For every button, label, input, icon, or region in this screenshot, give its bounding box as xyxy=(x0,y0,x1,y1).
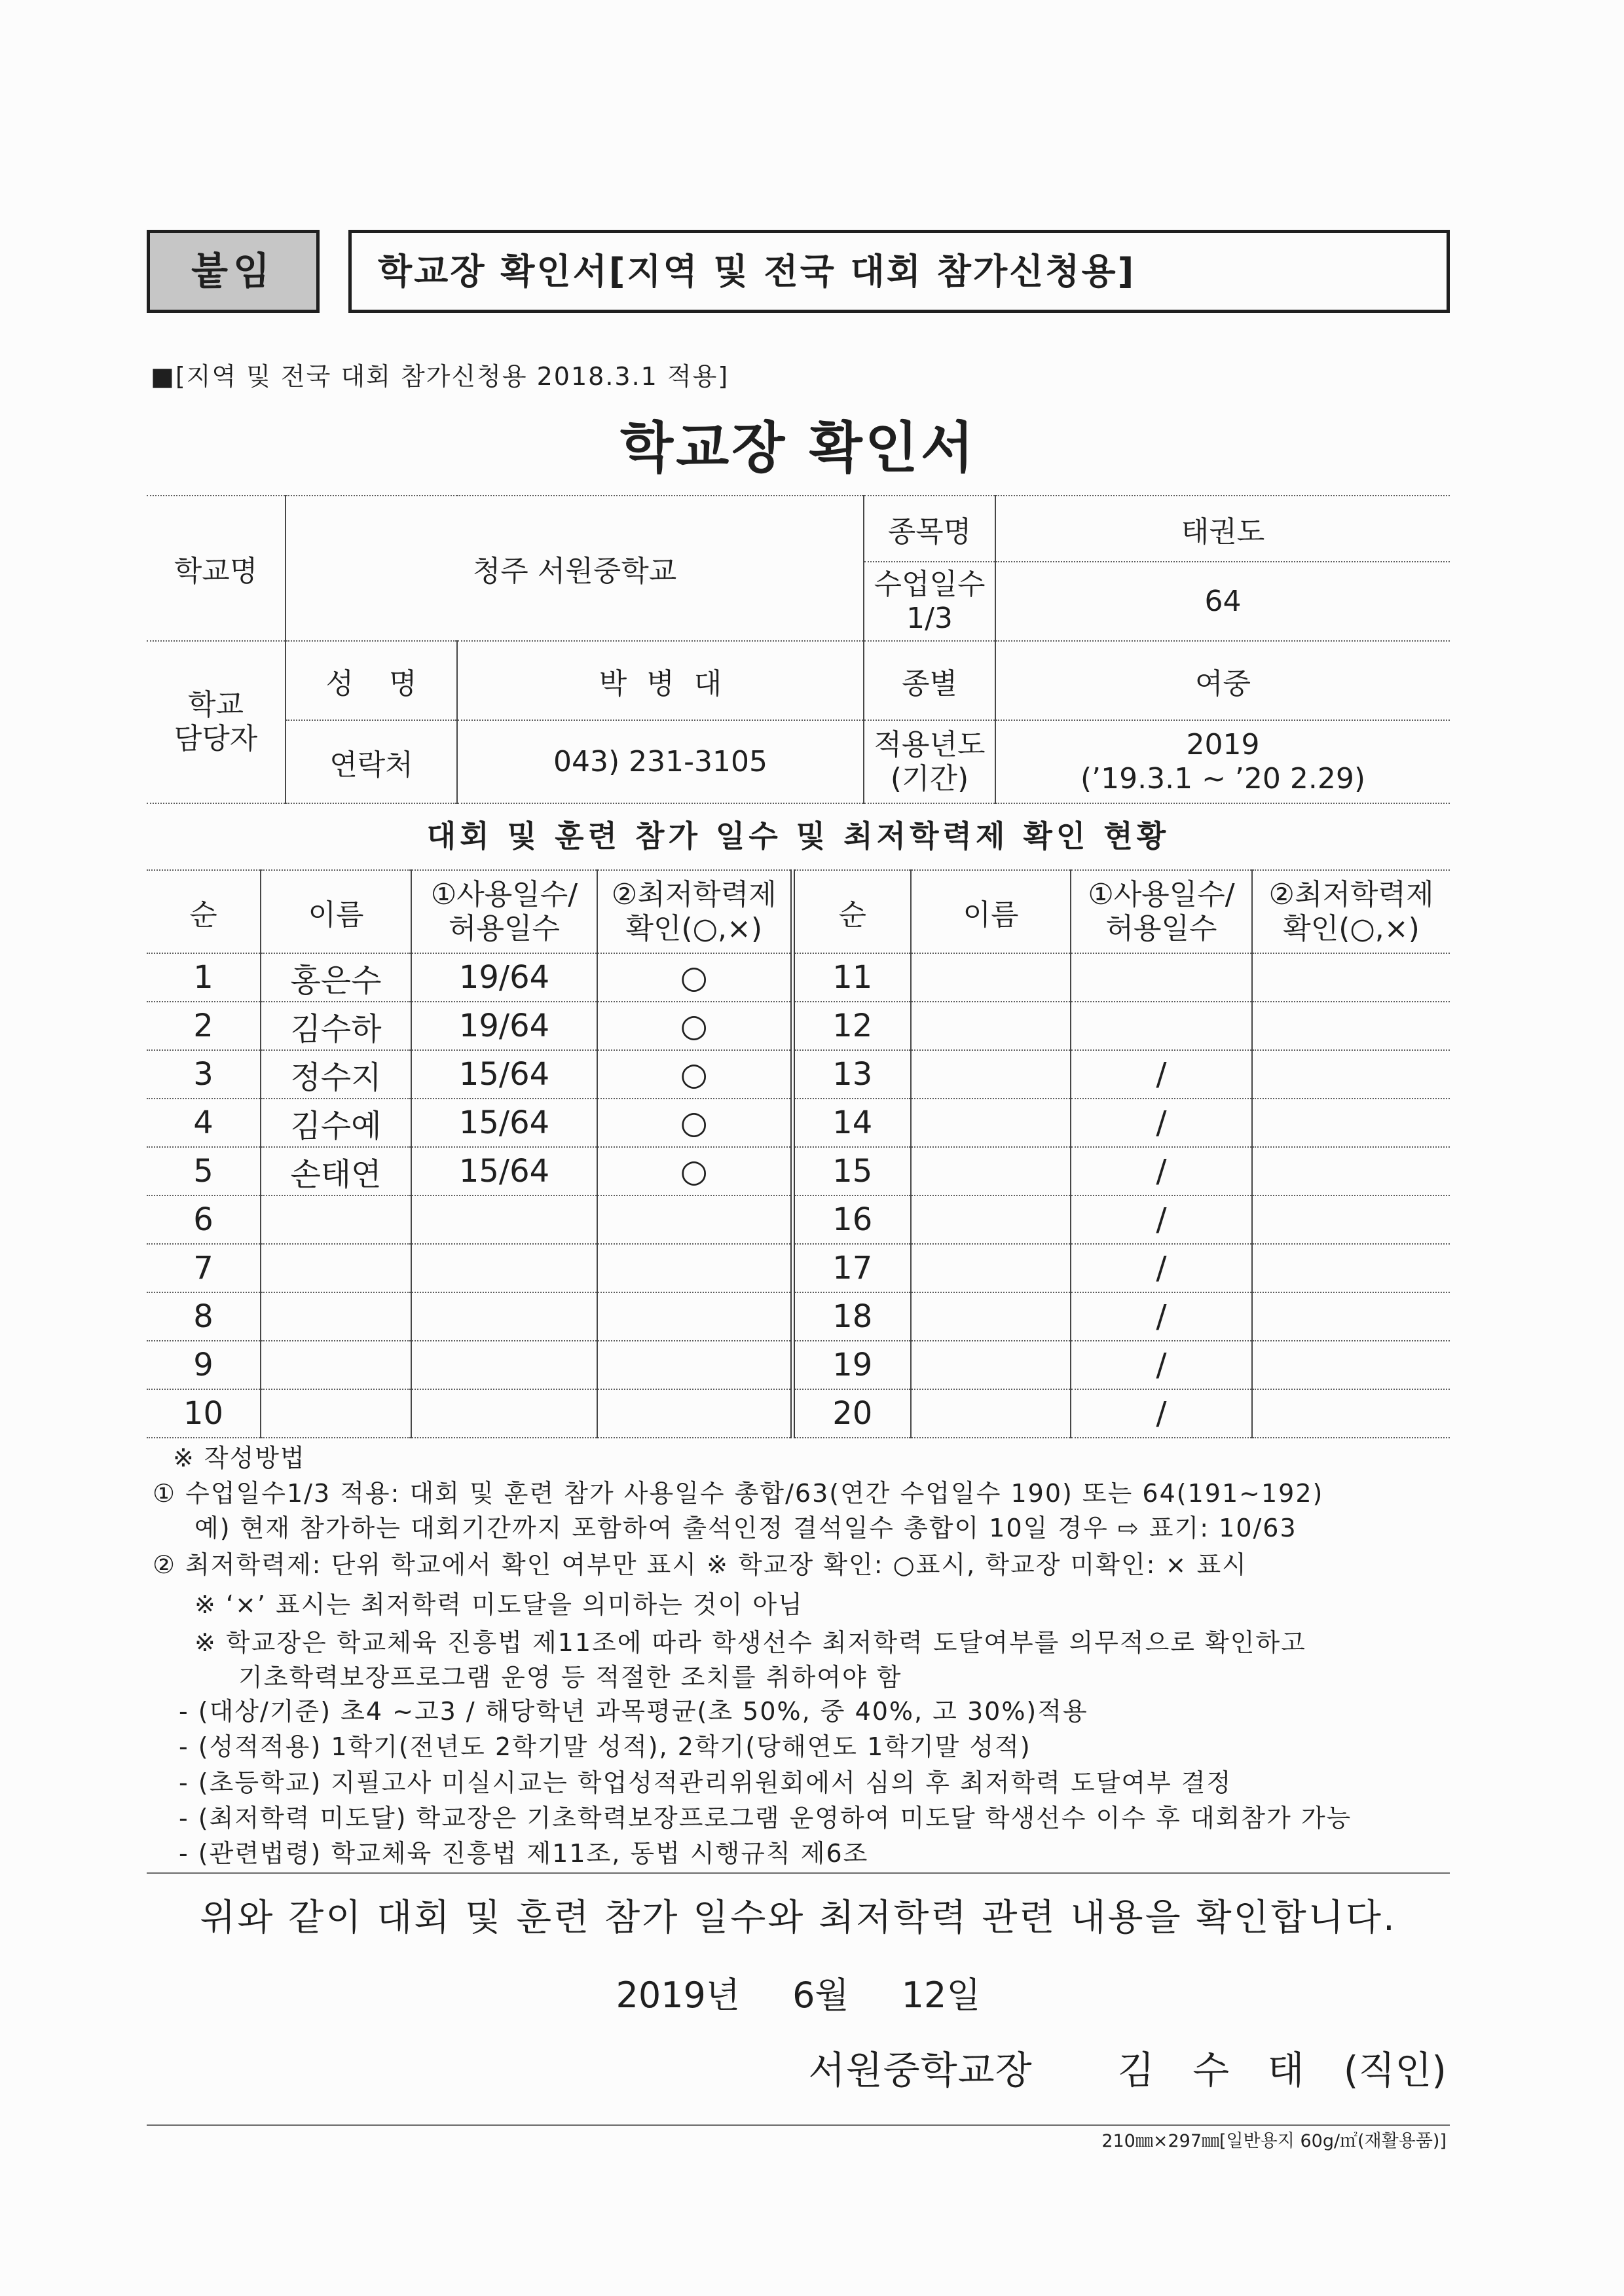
header-line: ②최저학력제 xyxy=(1268,877,1434,911)
table-row xyxy=(147,1195,1450,1244)
header-min-academic xyxy=(597,870,792,953)
manager-label-line: 학교 xyxy=(187,688,244,721)
student-name xyxy=(911,953,1071,1002)
used-days xyxy=(411,1389,597,1438)
header-line: ①사용일수/ xyxy=(1088,877,1235,911)
header-row xyxy=(147,870,1450,953)
period-label-line: (기간) xyxy=(890,761,969,795)
student-name xyxy=(911,1244,1071,1292)
min-academic-check xyxy=(1252,1147,1450,1195)
table-row xyxy=(147,1244,1450,1292)
signature-seal: (직인) xyxy=(1343,2048,1447,2092)
min-academic-check xyxy=(597,1244,792,1292)
issue-date xyxy=(147,1972,1450,2019)
table-row xyxy=(147,1341,1450,1389)
student-name: 김수예 xyxy=(261,1099,411,1147)
section-title: 대회 및 훈련 참가 일수 및 최저학력제 확인 현황 xyxy=(426,818,1170,854)
student-name xyxy=(911,1389,1071,1438)
row-number: 4 xyxy=(147,1099,261,1147)
note-item-1: ① 수업일수1/3 적용: 대회 및 훈련 참가 사용일수 총합/63(연간 수업일수 190) 또는 64(191~192) xyxy=(153,1479,1324,1508)
header-number: 순 xyxy=(792,870,911,953)
min-academic-check xyxy=(1252,1389,1450,1438)
student-name xyxy=(911,1341,1071,1389)
min-academic-check xyxy=(1252,1195,1450,1244)
row-number: 7 xyxy=(147,1244,261,1292)
min-academic-check xyxy=(1252,953,1450,1002)
used-days xyxy=(1071,953,1252,1002)
row-number: 3 xyxy=(147,1050,261,1099)
period-range: (’19.3.1 ~ ’20 2.29) xyxy=(1080,761,1366,795)
table-row xyxy=(147,1099,1450,1147)
row-number: 1 xyxy=(147,953,261,1002)
note-bullet: - (관련법령) 학교체육 진흥법 제11조, 동법 시행규칙 제6조 xyxy=(179,1839,869,1868)
class-days-label-line: 수업일수 xyxy=(874,567,986,601)
header-used-days xyxy=(1071,870,1252,953)
school-name-label: 학교명 xyxy=(147,496,286,641)
used-days: / xyxy=(1071,1147,1252,1195)
student-name: 정수지 xyxy=(261,1050,411,1099)
header-line: 확인(○,×) xyxy=(625,911,763,945)
note-bullet: - (초등학교) 지필고사 미실시교는 학업성적관리위원회에서 심의 후 최저학력 도달여부 결정 xyxy=(179,1768,1232,1797)
min-academic-check xyxy=(1252,1244,1450,1292)
period-label-line: 적용년도 xyxy=(874,727,986,761)
min-academic-check xyxy=(1252,1341,1450,1389)
form-applicability-note: ■[지역 및 전국 대회 참가신청용 2018.3.1 적용] xyxy=(151,362,729,391)
student-name xyxy=(261,1244,411,1292)
sport-value: 태권도 xyxy=(995,496,1450,562)
note-bullet: - (대상/기준) 초4 ~고3 / 해당학년 과목평균(초 50%, 중 40%, 고 30%)적용 xyxy=(179,1697,1088,1726)
used-days: / xyxy=(1071,1050,1252,1099)
header-name: 이름 xyxy=(261,870,411,953)
row-number: 13 xyxy=(792,1050,911,1099)
row-number: 20 xyxy=(792,1389,911,1438)
used-days xyxy=(411,1292,597,1341)
used-days xyxy=(1071,1002,1252,1050)
header-line: ②최저학력제 xyxy=(611,877,777,911)
used-days: / xyxy=(1071,1244,1252,1292)
table-row xyxy=(147,953,1450,1002)
manager-label xyxy=(147,641,286,803)
signature-name: 김 수 태 xyxy=(1117,2048,1304,2092)
used-days: 19/64 xyxy=(411,1002,597,1050)
min-academic-check xyxy=(1252,1050,1450,1099)
info-row xyxy=(147,641,1450,720)
min-academic-check xyxy=(597,1195,792,1244)
class-days-label xyxy=(864,562,995,641)
note-item-2-duty-line: ※ 학교장은 학교체육 진흥법 제11조에 따라 학생선수 최저학력 도달여부를 의무적으로 확인하고 xyxy=(194,1628,1306,1657)
sport-label: 종목명 xyxy=(864,496,995,562)
table-row xyxy=(147,1050,1450,1099)
min-academic-check: ○ xyxy=(597,953,792,1002)
notes-heading: ※ 작성방법 xyxy=(173,1444,306,1472)
date-day: 12일 xyxy=(901,1975,981,2016)
used-days: 19/64 xyxy=(411,953,597,1002)
student-name xyxy=(911,1099,1071,1147)
header-line: ①사용일수/ xyxy=(430,877,578,911)
date-month: 6월 xyxy=(792,1975,849,2016)
category-label: 종별 xyxy=(864,641,995,720)
used-days xyxy=(411,1195,597,1244)
used-days: / xyxy=(1071,1341,1252,1389)
student-name xyxy=(911,1050,1071,1099)
manager-name-label: 성 명 xyxy=(286,641,457,720)
min-academic-check: ○ xyxy=(597,1050,792,1099)
class-days-value: 64 xyxy=(995,562,1450,641)
contact-value: 043) 231-3105 xyxy=(457,720,864,803)
row-number: 9 xyxy=(147,1341,261,1389)
note-item-2-remark: ※ ‘×’ 표시는 최저학력 미도달을 의미하는 것이 아님 xyxy=(194,1590,803,1619)
divider xyxy=(147,1872,1450,1874)
header-used-days xyxy=(411,870,597,953)
row-number: 2 xyxy=(147,1002,261,1050)
table-row xyxy=(147,1389,1450,1438)
used-days: 15/64 xyxy=(411,1050,597,1099)
confirmation-statement: 위와 같이 대회 및 훈련 참가 일수와 최저학력 관련 내용을 확인합니다. xyxy=(200,1897,1397,1939)
note-item-1-example: 예) 현재 참가하는 대회기간까지 포함하여 출석인정 결석일수 총합이 10일 경우 ⇨ 표기: 10/63 xyxy=(194,1514,1297,1542)
student-name xyxy=(261,1389,411,1438)
row-number: 18 xyxy=(792,1292,911,1341)
row-number: 14 xyxy=(792,1099,911,1147)
header-name: 이름 xyxy=(911,870,1071,953)
min-academic-check xyxy=(1252,1002,1450,1050)
attachment-label: 붙임 xyxy=(147,230,320,313)
document-title: 학교장 확인서[지역 및 전국 대회 참가신청용] xyxy=(348,230,1450,313)
min-academic-check: ○ xyxy=(597,1147,792,1195)
principal-signature xyxy=(809,2043,1447,2098)
row-number: 19 xyxy=(792,1341,911,1389)
used-days: / xyxy=(1071,1292,1252,1341)
row-number: 6 xyxy=(147,1195,261,1244)
date-year: 2019년 xyxy=(616,1975,741,2016)
class-days-label-line: 1/3 xyxy=(906,601,953,635)
divider xyxy=(147,2124,1450,2126)
min-academic-check xyxy=(597,1341,792,1389)
min-academic-check xyxy=(1252,1099,1450,1147)
row-number: 10 xyxy=(147,1389,261,1438)
header-line: 확인(○,×) xyxy=(1283,911,1420,945)
student-name xyxy=(261,1195,411,1244)
min-academic-check xyxy=(597,1389,792,1438)
row-number: 17 xyxy=(792,1244,911,1292)
note-bullet: - (최저학력 미도달) 학교장은 기초학력보장프로그램 운영하여 미도달 학생선수 이수 후 대회참가 가능 xyxy=(179,1804,1352,1832)
row-number: 5 xyxy=(147,1147,261,1195)
header-number: 순 xyxy=(147,870,261,953)
used-days: 15/64 xyxy=(411,1099,597,1147)
period-label xyxy=(864,720,995,803)
header-min-academic xyxy=(1252,870,1450,953)
row-number: 11 xyxy=(792,953,911,1002)
row-number: 12 xyxy=(792,1002,911,1050)
school-name-value: 청주 서원중학교 xyxy=(286,496,864,641)
student-name xyxy=(911,1002,1071,1050)
used-days: / xyxy=(1071,1195,1252,1244)
table-row xyxy=(147,1147,1450,1195)
info-row xyxy=(147,496,1450,562)
signature-title: 서원중학교장 xyxy=(808,2048,1033,2092)
paper-spec-footer: 210㎜×297㎜[일반용지 60g/㎡(재활용품)] xyxy=(1101,2131,1447,2151)
student-name: 손태연 xyxy=(261,1147,411,1195)
min-academic-check xyxy=(597,1292,792,1341)
note-item-2: ② 최저학력제: 단위 학교에서 확인 여부만 표시 ※ 학교장 확인: ○표시, 학교장 미확인: × 표시 xyxy=(153,1550,1247,1579)
student-name: 홍은수 xyxy=(261,953,411,1002)
header-line: 허용일수 xyxy=(448,911,560,945)
period-year: 2019 xyxy=(1186,727,1260,761)
period-value xyxy=(995,720,1450,803)
main-title: 학교장 확인서 xyxy=(619,416,977,480)
row-number: 16 xyxy=(792,1195,911,1244)
row-number: 8 xyxy=(147,1292,261,1341)
manager-label-line: 담당자 xyxy=(174,722,258,756)
student-name xyxy=(261,1341,411,1389)
info-row xyxy=(147,720,1450,803)
used-days: 15/64 xyxy=(411,1147,597,1195)
student-name xyxy=(261,1292,411,1341)
note-bullet: - (성적적용) 1학기(전년도 2학기말 성적), 2학기(당해연도 1학기말 성적) xyxy=(179,1732,1031,1761)
contact-label: 연락처 xyxy=(286,720,457,803)
student-name: 김수하 xyxy=(261,1002,411,1050)
used-days: / xyxy=(1071,1099,1252,1147)
header-line: 허용일수 xyxy=(1105,911,1217,945)
student-name xyxy=(911,1195,1071,1244)
participants-table xyxy=(147,869,1450,1438)
min-academic-check: ○ xyxy=(597,1099,792,1147)
used-days xyxy=(411,1244,597,1292)
note-item-2-duty-line: 기초학력보장프로그램 운영 등 적절한 조치를 취하여야 함 xyxy=(238,1663,902,1692)
manager-name-value: 박 병 대 xyxy=(457,641,864,720)
table-row xyxy=(147,1002,1450,1050)
min-academic-check xyxy=(1252,1292,1450,1341)
table-row xyxy=(147,1292,1450,1341)
student-name xyxy=(911,1292,1071,1341)
min-academic-check: ○ xyxy=(597,1002,792,1050)
student-name xyxy=(911,1147,1071,1195)
row-number: 15 xyxy=(792,1147,911,1195)
used-days xyxy=(411,1341,597,1389)
school-info-table xyxy=(147,495,1450,804)
used-days: / xyxy=(1071,1389,1252,1438)
category-value: 여중 xyxy=(995,641,1450,720)
